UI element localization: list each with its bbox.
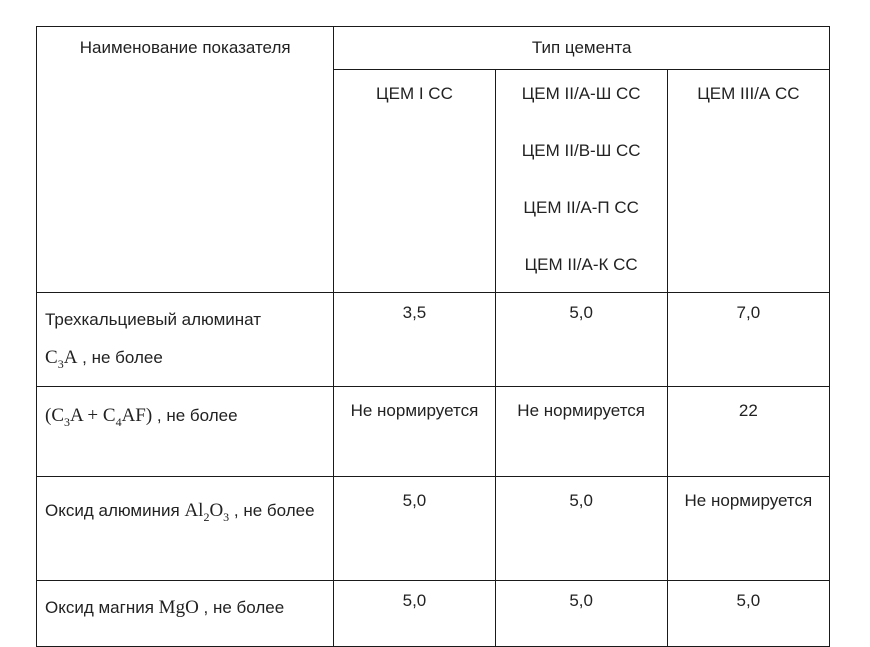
- type-line: ЦЕМ III/А СС: [697, 84, 800, 103]
- indicator-formula: MgO: [158, 597, 199, 618]
- indicator-suffix: , не более: [156, 406, 238, 425]
- indicator-formula: $(C_3A + C_4AF)$: [45, 405, 153, 429]
- type-line: ЦЕМ II/В-Ш СС: [521, 141, 641, 160]
- table-row: [37, 387, 830, 477]
- value-cell: 5,0: [667, 581, 829, 647]
- table-row: [37, 293, 830, 387]
- value-cell: 7,0: [667, 293, 829, 387]
- header-indicator-name: Наименование показателя: [37, 27, 334, 293]
- value-cell: 5,0: [334, 477, 495, 581]
- indicator-formula: $Al_2O_3$: [184, 500, 230, 524]
- value-cell: 5,0: [495, 293, 667, 387]
- type-line: ЦЕМ II/А-П СС: [523, 198, 639, 217]
- value-cell: 5,0: [334, 581, 495, 647]
- indicator-suffix: , не более: [203, 598, 285, 617]
- indicator-cell: [37, 387, 334, 477]
- cement-spec-table-wrapper: [36, 26, 830, 647]
- header-type-cem-iii: [667, 70, 829, 293]
- cement-spec-table: [36, 26, 830, 647]
- type-line: ЦЕМ II/А-Ш СС: [521, 84, 641, 103]
- header-type-cem-ii: [495, 70, 667, 293]
- indicator-formula: $C_3A$: [45, 347, 78, 371]
- value-cell: Не нормируется: [495, 387, 667, 477]
- table-row: [37, 477, 830, 581]
- indicator-label: Оксид магния: [45, 598, 154, 617]
- value-cell: 5,0: [495, 477, 667, 581]
- type-line: ЦЕМ II/А-К СС: [524, 255, 638, 274]
- value-cell: 3,5: [334, 293, 495, 387]
- indicator-label: Оксид алюминия: [45, 501, 180, 520]
- indicator-cell: [37, 477, 334, 581]
- indicator-label: Трехкальциевый алюминат: [45, 310, 262, 329]
- header-cement-type: Тип цемента: [334, 27, 830, 70]
- value-cell: 22: [667, 387, 829, 477]
- indicator-suffix: , не более: [233, 501, 315, 520]
- header-type-cem-i: [334, 70, 495, 293]
- value-cell: Не нормируется: [334, 387, 495, 477]
- indicator-cell: [37, 581, 334, 647]
- table-row: [37, 581, 830, 647]
- value-cell: 5,0: [495, 581, 667, 647]
- indicator-suffix: , не более: [82, 348, 163, 367]
- type-line: ЦЕМ I СС: [376, 84, 453, 103]
- indicator-cell: [37, 293, 334, 387]
- value-cell: Не нормируется: [667, 477, 829, 581]
